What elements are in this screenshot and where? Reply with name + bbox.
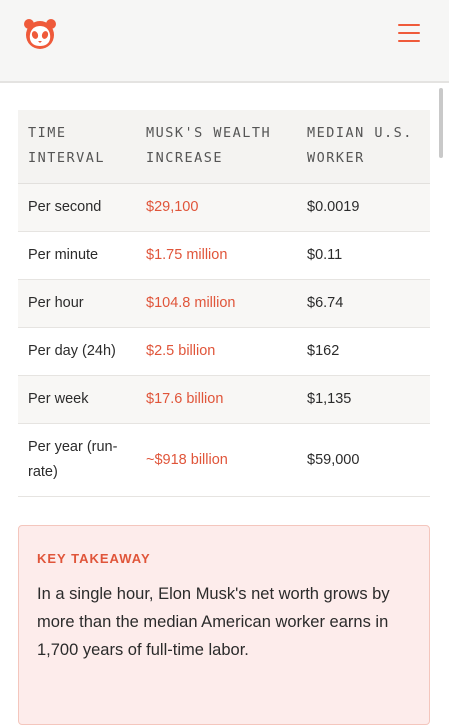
cell-interval: Per day (24h) <box>28 343 116 359</box>
table-row <box>18 376 430 424</box>
comparison-table <box>18 110 430 497</box>
takeaway-title: KEY TAKEAWAY <box>37 551 151 566</box>
cell-worker: $162 <box>307 343 340 359</box>
hamburger-line <box>398 24 420 26</box>
cell-interval: Per hour <box>28 295 84 311</box>
table-row <box>18 328 430 376</box>
header-median-worker: MEDIAN U.S. WORKER <box>307 125 413 166</box>
cell-worker: $0.0019 <box>307 199 360 215</box>
key-takeaway-callout <box>18 525 430 725</box>
scrollbar-thumb[interactable] <box>439 88 443 158</box>
cell-worker: $6.74 <box>307 295 344 311</box>
panda-logo-icon[interactable] <box>23 17 57 51</box>
site-header <box>0 0 449 83</box>
takeaway-text: In a single hour, Elon Musk's net worth grows by more than the median American worker earns in 1,700 years of full-time labor. <box>37 585 390 659</box>
table-header <box>18 110 430 184</box>
cell-worker: $1,135 <box>307 391 352 407</box>
cell-interval: Per minute <box>28 247 99 263</box>
cell-worker: $59,000 <box>307 452 360 468</box>
cell-musk: $1.75 million <box>146 247 228 263</box>
table-row <box>18 280 430 328</box>
cell-musk: $29,100 <box>146 199 199 215</box>
cell-worker: $0.11 <box>307 247 343 263</box>
hamburger-line <box>398 32 420 34</box>
hamburger-line <box>398 40 420 42</box>
cell-interval: Per year (run-rate) <box>28 439 118 480</box>
cell-interval: Per second <box>28 199 102 215</box>
cell-musk: $2.5 billion <box>146 343 216 359</box>
cell-musk: $104.8 million <box>146 295 236 311</box>
cell-interval: Per week <box>28 391 89 407</box>
table-row <box>18 184 430 232</box>
table-row <box>18 232 430 280</box>
cell-musk: ~$918 billion <box>146 452 228 468</box>
cell-musk: $17.6 billion <box>146 391 224 407</box>
header-musk-wealth: MUSK'S WEALTH INCREASE <box>146 125 272 166</box>
table-row <box>18 424 430 497</box>
header-time-interval: TIME INTERVAL <box>28 125 106 166</box>
hamburger-menu-button[interactable] <box>398 24 420 43</box>
